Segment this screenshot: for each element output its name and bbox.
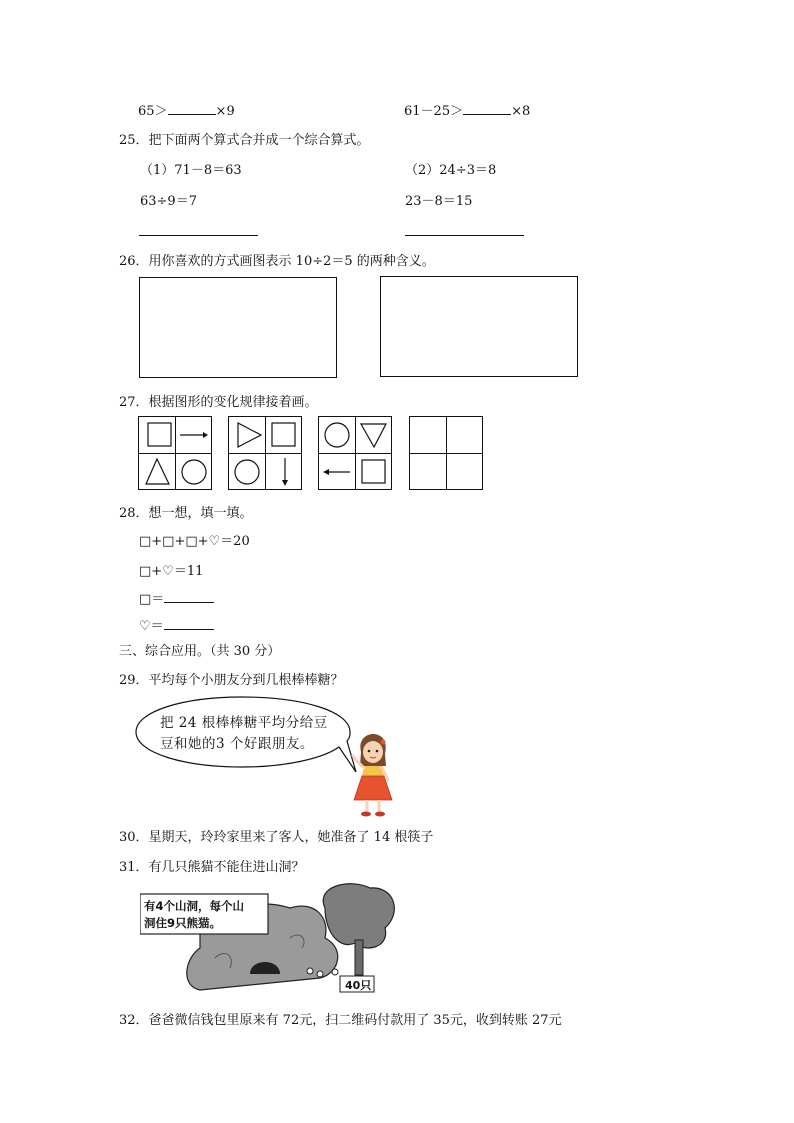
q31-title: 31．有几只熊猫不能住进山洞？ [119,860,305,875]
q26-draw-box-1[interactable] [139,277,337,378]
q24-right-blank[interactable] [463,102,511,115]
q28-ans1-blank[interactable] [164,590,214,603]
q26-title: 26．用你喜欢的方式画图表示 10÷2＝5 的两种含义。 [119,254,435,269]
q24-left-a: 65＞ [138,104,168,119]
q25-title: 25．把下面两个算式合并成一个综合算式。 [119,133,370,148]
q25-p2-line1: （2）24÷3＝8 [405,163,497,178]
q28-ans2-blank[interactable] [164,617,214,630]
triangle-down-icon [361,424,386,447]
q28-ans2-label: ♡＝ [139,619,164,634]
pattern-grid-answer[interactable] [409,416,483,490]
triangle-icon [146,459,169,484]
arrow-left-icon [323,469,350,475]
q26-draw-box-2[interactable] [380,276,578,377]
q24-right-a: 61－25＞ [404,104,464,119]
q24-left-b: ×9 [215,104,235,119]
arrow-down-icon [282,458,288,486]
tree-icon [323,884,394,948]
square-icon [148,423,171,446]
q28-ans1 [139,588,214,607]
q27-title: 27．根据图形的变化规律接着画。 [119,395,318,410]
q32-title: 32．爸爸微信钱包里原来有 72元，扫二维码付款用了 35元，收到转账 27元 [119,1013,562,1028]
q25-p2-line2: 23－8＝15 [405,194,473,209]
q25-answer-line-2[interactable] [405,235,524,236]
q30-title: 30．星期天，玲玲家里来了客人，她准备了 14 根筷子 [119,830,434,845]
q25-p1-line2: 63÷9＝7 [140,194,197,209]
q29-title: 29．平均每个小朋友分到几根棒棒糖？ [119,673,344,688]
q28-ans2 [139,615,214,634]
q24-left [138,100,235,119]
pattern-grid-1 [138,416,212,490]
bubble-line-2: 豆和她的3 个好跟朋友。 [160,736,314,752]
q24-left-blank[interactable] [168,102,216,115]
q25-p1-line1: （1）71－8＝63 [140,163,242,178]
q28-ans1-label: □＝ [139,592,165,607]
triangle-right-icon [238,423,261,447]
q24-right-b: ×8 [511,104,531,119]
q24-right [404,100,530,119]
pattern-grid-3-shapes [319,417,393,491]
section3-title: 三、综合应用。（共 30 分） [119,644,281,659]
square-icon [272,423,295,446]
square-icon [362,460,385,483]
circle-icon [235,460,259,484]
sign-line-1: 有4个山洞，每个山 [144,899,245,913]
q28-eq1: □+□+□+♡＝20 [139,534,250,549]
q28-eq2: □+♡＝11 [139,564,204,579]
sign-line-2: 洞住9只熊猫。 [144,916,222,930]
circle-icon [182,460,206,484]
pattern-grid-1-shapes [139,417,213,491]
bubble-line-1: 把 24 根棒棒糖平均分给豆 [160,715,328,731]
q28-title: 28．想一想，填一填。 [119,506,253,521]
pattern-grid-2-shapes [229,417,303,491]
pattern-grid-3 [318,416,392,490]
girl-illustration [348,732,398,818]
arrow-right-icon [180,432,208,438]
circle-icon [325,423,349,447]
q25-answer-line-1[interactable] [139,235,258,236]
count-label: 40只 [345,979,372,992]
pattern-grid-2 [228,416,302,490]
